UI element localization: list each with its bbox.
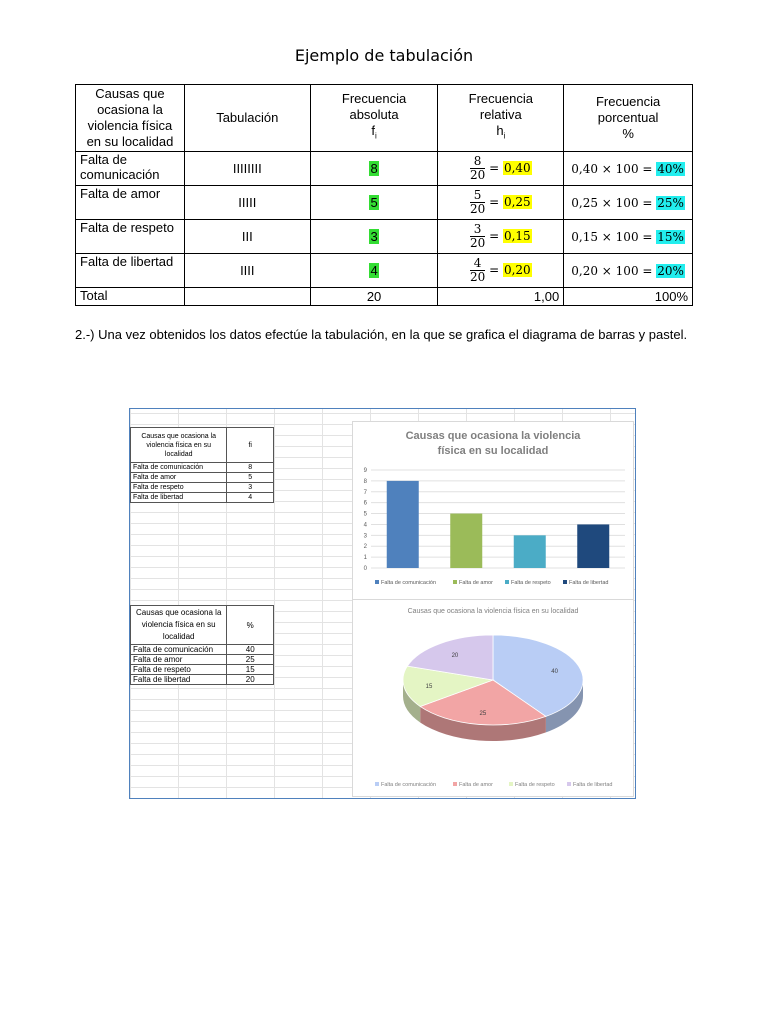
sheet-header-cause: Causas que ocasiona la violencia física en su localidad — [131, 606, 227, 645]
bar-legend-swatch — [375, 580, 379, 584]
bar-legend-label: Falta de comunicación — [381, 580, 437, 586]
bar-y-tick-label: 6 — [363, 500, 367, 507]
sheet-row: Falta de comunicación 40 — [131, 645, 274, 655]
bar-legend-swatch — [563, 580, 567, 584]
sheet-row: Falta de comunicación 8 — [131, 463, 274, 473]
pie-legend-swatch — [375, 782, 379, 786]
pie-chart-title: Causas que ocasiona la violencia física en su localidad — [407, 608, 579, 615]
pie-legend-swatch — [453, 782, 457, 786]
fraction: $\frac{5}{20}$ — [469, 188, 486, 216]
pct-cell: 0,20 × 100 = 20% — [564, 254, 693, 288]
total-label: Total — [76, 288, 185, 306]
bar-legend-label: Falta de amor — [459, 580, 493, 586]
fi-cell: 8 — [310, 152, 438, 186]
header-frecuencia-porcentual: Frecuencia porcentual % — [564, 85, 693, 152]
header-causes: Causas que ocasiona la violencia física en su localidad — [76, 85, 185, 152]
fi-cell: 5 — [310, 186, 438, 220]
cause-cell: Falta de libertad — [76, 254, 185, 288]
hi-cell: $\frac{4}{20}$ = 0,20 — [438, 254, 564, 288]
sheet-row: Falta de respeto 15 — [131, 665, 274, 675]
fi-cell: 4 — [310, 254, 438, 288]
pie-data-label: 25 — [479, 711, 487, 718]
total-pct: 100% — [564, 288, 693, 306]
bar-4 — [577, 524, 609, 568]
sheet-row: Falta de respeto 3 — [131, 483, 274, 493]
tally-cell: IIIII — [184, 186, 310, 220]
hi-cell: $\frac{5}{20}$ = 0,25 — [438, 186, 564, 220]
instruction-paragraph: 2.-) Una vez obtenidos los datos efectúe la tabulación, en la que se grafica el diagrama de barras y pastel. — [75, 327, 688, 342]
bar-chart-svg — [353, 422, 633, 600]
sheet-table-pct — [130, 605, 274, 685]
spreadsheet-screenshot — [129, 408, 636, 799]
pie-chart-svg — [353, 600, 633, 796]
cause-cell: Falta de respeto — [76, 220, 185, 254]
total-tally-cell — [184, 288, 310, 306]
table-row — [76, 186, 693, 220]
table-header-row — [76, 85, 693, 152]
bar-y-tick-label: 1 — [363, 555, 367, 562]
bar-y-tick-label: 4 — [363, 522, 367, 529]
fraction: $\frac{4}{20}$ — [469, 256, 486, 284]
pie-legend-swatch — [509, 782, 513, 786]
total-row — [76, 288, 693, 306]
tally-cell: III — [184, 220, 310, 254]
bar-y-tick-label: 2 — [363, 544, 367, 551]
page-title: Ejemplo de tabulación — [294, 46, 474, 65]
tally-cell: IIII — [184, 254, 310, 288]
table-row — [76, 254, 693, 288]
bar-chart-title-line2: física en su localidad — [437, 445, 549, 457]
total-fi: 20 — [310, 288, 438, 306]
sheet-header-fi: fi — [227, 428, 274, 463]
sheet-header-cause: Causas que ocasiona la violencia física en su localidad — [131, 428, 227, 463]
hi-cell: $\frac{8}{20}$ = 0,40 — [438, 152, 564, 186]
pct-cell: 0,15 × 100 = 15% — [564, 220, 693, 254]
cause-cell: Falta de amor — [76, 186, 185, 220]
tally-cell: IIIIIIII — [184, 152, 310, 186]
pie-data-label: 15 — [425, 684, 433, 691]
bar-y-tick-label: 7 — [363, 489, 367, 496]
pie-legend-label: Falta de amor — [459, 782, 493, 788]
pie-legend-label: Falta de comunicación — [381, 782, 437, 788]
pie-legend-label: Falta de libertad — [573, 782, 613, 788]
bar-y-tick-label: 8 — [363, 478, 367, 485]
header-tabulacion: Tabulación — [184, 85, 310, 152]
pie-chart — [352, 599, 634, 797]
bar-1 — [387, 481, 419, 568]
bar-legend-label: Falta de respeto — [511, 580, 551, 586]
tabulation-table — [75, 84, 693, 306]
fraction: $\frac{3}{20}$ — [469, 222, 486, 250]
bar-chart — [352, 421, 634, 601]
bar-2 — [450, 514, 482, 568]
header-frecuencia-absoluta: Frecuencia absoluta $f_i$ — [310, 85, 438, 152]
sheet-row: Falta de amor 25 — [131, 655, 274, 665]
fraction: $\frac{8}{20}$ — [469, 154, 486, 182]
bar-y-tick-label: 9 — [363, 468, 367, 474]
bar-chart-title-line1: Causas que ocasiona la violencia — [405, 430, 581, 442]
pct-cell: 0,25 × 100 = 25% — [564, 186, 693, 220]
pie-legend-label: Falta de respeto — [515, 782, 555, 788]
bar-legend-swatch — [505, 580, 509, 584]
sheet-row: Falta de libertad 4 — [131, 493, 274, 503]
pie-data-label: 40 — [551, 668, 558, 675]
total-hi: 1,00 — [438, 288, 564, 306]
pie-data-label: 20 — [451, 652, 459, 659]
sheet-row: Falta de libertad 20 — [131, 675, 274, 685]
pie-legend-swatch — [567, 782, 571, 786]
bar-legend-label: Falta de libertad — [569, 580, 609, 586]
pct-cell: 0,40 × 100 = 40% — [564, 152, 693, 186]
bar-y-tick-label: 3 — [363, 533, 367, 540]
bar-y-tick-label: 0 — [363, 566, 367, 572]
bar-3 — [514, 535, 546, 568]
fi-cell: 3 — [310, 220, 438, 254]
bar-y-tick-label: 5 — [363, 511, 367, 518]
table-row — [76, 152, 693, 186]
cause-cell: Falta de comunicación — [76, 152, 185, 186]
sheet-header-pct: % — [227, 606, 274, 645]
hi-cell: $\frac{3}{20}$ = 0,15 — [438, 220, 564, 254]
sheet-row: Falta de amor 5 — [131, 473, 274, 483]
table-row — [76, 220, 693, 254]
header-frecuencia-relativa: Frecuencia relativa $h_i$ — [438, 85, 564, 152]
bar-legend-swatch — [453, 580, 457, 584]
sheet-table-fi — [130, 427, 274, 503]
